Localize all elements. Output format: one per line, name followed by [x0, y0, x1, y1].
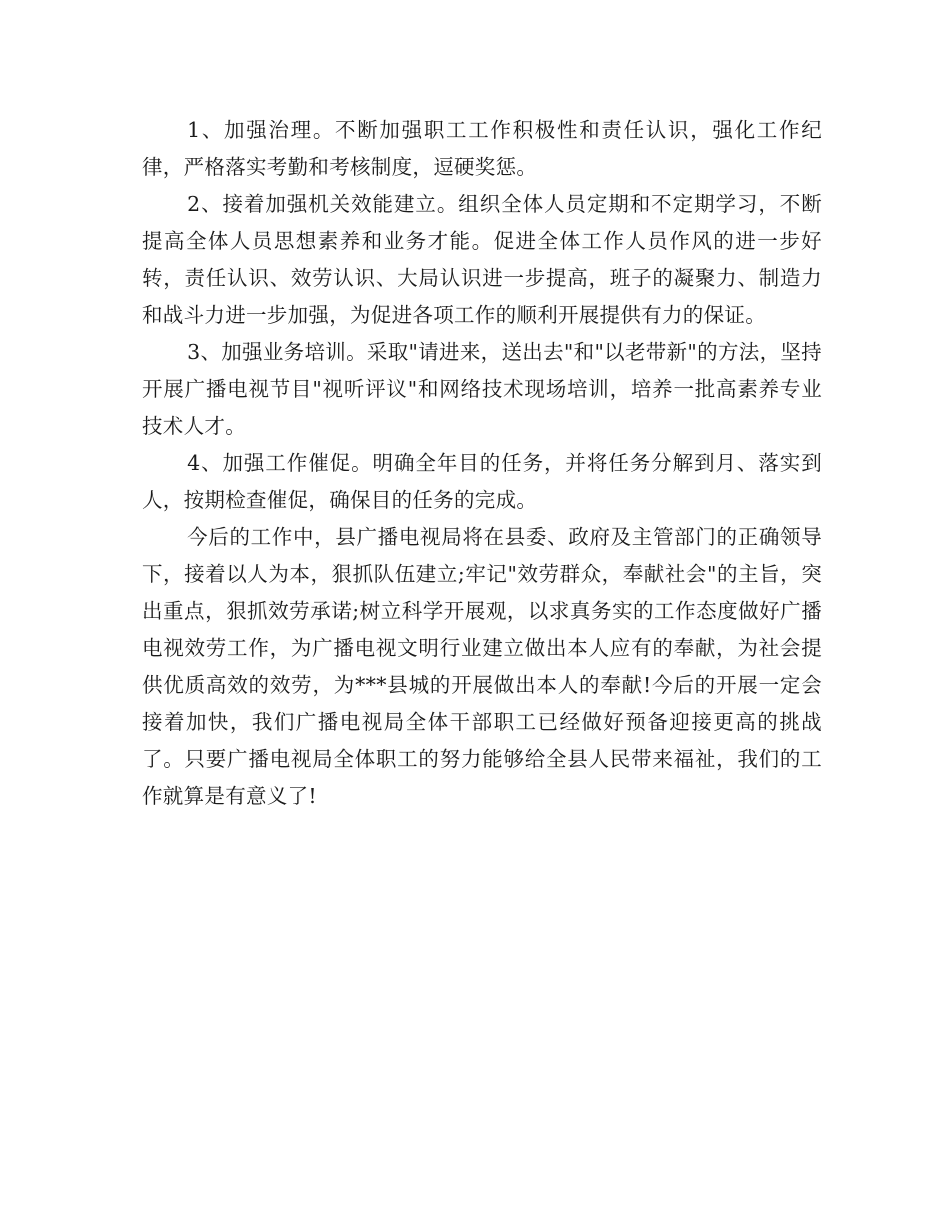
document-body	[142, 112, 822, 815]
paragraph-item-2: 2、接着加强机关效能建立。组织全体人员定期和不定期学习，不断提高全体人员思想素养和业务才能。促进全体工作人员作风的进一步好转，责任认识、效劳认识、大局认识进一步提高，班子的凝聚力、制造力和战斗力进一步加强，为促进各项工作的顺利开展提供有力的保证。	[142, 192, 822, 327]
paragraph-item-1: 1、加强治理。不断加强职工工作积极性和责任认识，强化工作纪律，严格落实考勤和考核制度，逗硬奖惩。	[142, 118, 822, 179]
paragraph-item-4: 4、加强工作催促。明确全年目的任务，并将任务分解到月、落实到人，按期检查催促，确保目的任务的完成。	[142, 451, 822, 512]
paragraph-item-3: 3、加强业务培训。采取"请进来，送出去"和"以老带新"的方法，坚持开展广播电视节目"视听评议"和网络技术现场培训，培养一批高素养专业技术人才。	[142, 340, 822, 438]
paragraph-conclusion: 今后的工作中，县广播电视局将在县委、政府及主管部门的正确领导下，接着以人为本，狠抓队伍建立;牢记"效劳群众，奉献社会"的主旨，突出重点，狠抓效劳承诺;树立科学开展观，以求真务实的工作态度做好广播电视效劳工作，为广播电视文明行业建立做出本人应有的奉献，为社会提供优质高效的效劳，为***县城的开展做出本人的奉献!今后的开展一定会接着加快，我们广播电视局全体干部职工已经做好预备迎接更高的挑战了。只要广播电视局全体职工的努力能够给全县人民带来福祉，我们的工作就算是有意义了!	[142, 525, 822, 808]
